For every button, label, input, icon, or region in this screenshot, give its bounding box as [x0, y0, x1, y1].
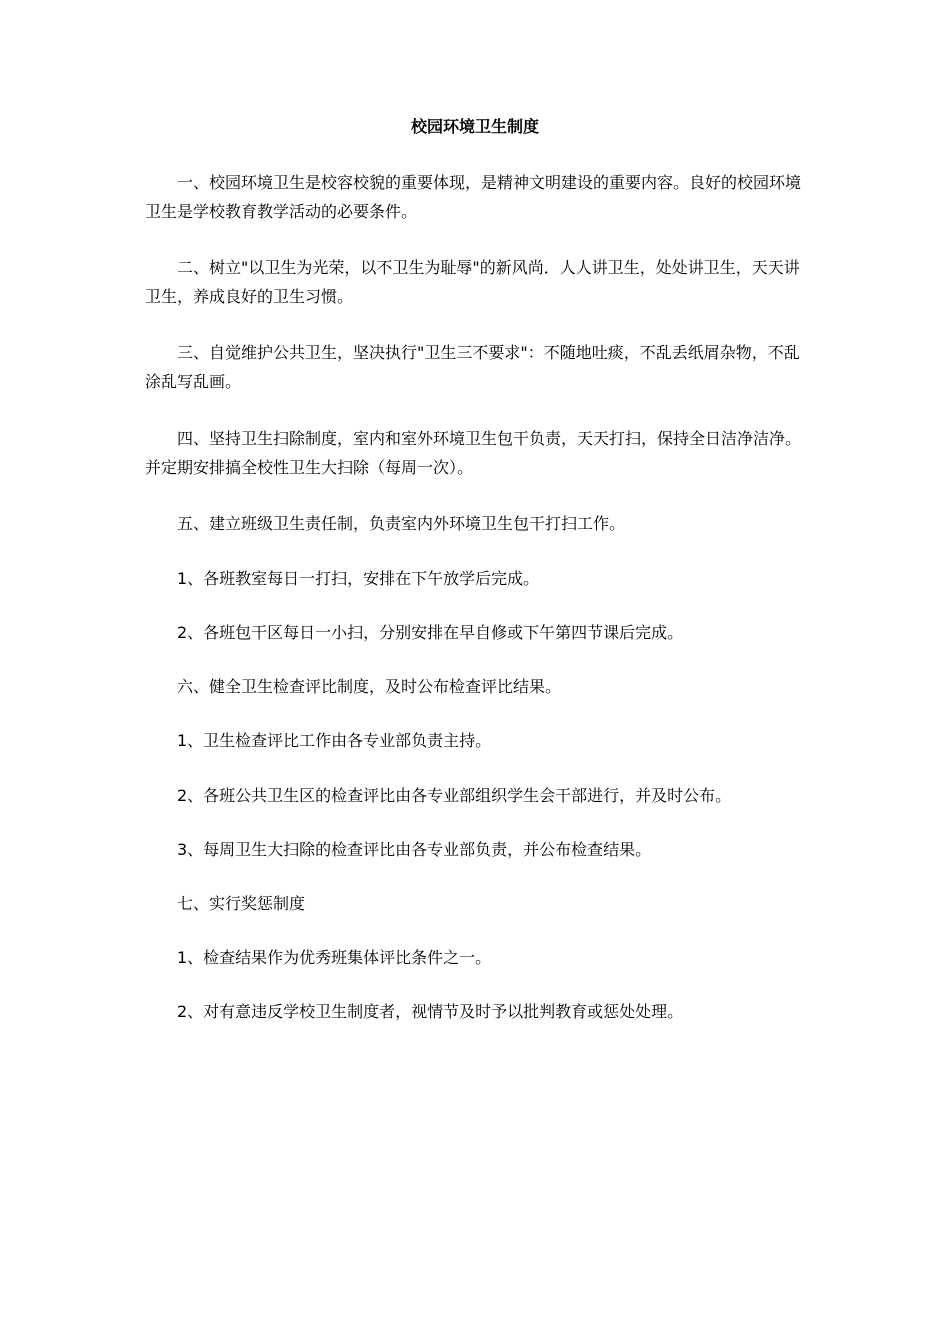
- paragraph-7-item-2: 2、对有意违反学校卫生制度者，视情节及时予以批判教育或惩处处理。: [177, 1002, 684, 1021]
- paragraph-7-item-1: 1、检查结果作为优秀班集体评比条件之一。: [177, 948, 492, 967]
- paragraph-5-item-2: 2、各班包干区每日一小扫，分别安排在早自修或下午第四节课后完成。: [177, 623, 684, 642]
- paragraph-6-item-1: 1、卫生检查评比工作由各专业部负责主持。: [177, 731, 492, 750]
- paragraph-5: 五、建立班级卫生责任制，负责室内外环境卫生包干打扫工作。: [177, 514, 626, 533]
- paragraph-7: 七、实行奖惩制度: [177, 894, 306, 913]
- paragraph-6-item-3: 3、每周卫生大扫除的检查评比由各专业部负责，并公布检查结果。: [177, 840, 652, 859]
- document-title: 校园环境卫生制度: [410, 117, 539, 136]
- paragraph-6: 六、健全卫生检查评比制度，及时公布检查评比结果。: [177, 677, 562, 696]
- paragraph-5-item-1: 1、各班教室每日一打扫，安排在下午放学后完成。: [177, 569, 540, 588]
- paragraph-4: 四、坚持卫生扫除制度，室内和室外环境卫生包干负责，天天打扫，保持全日洁净洁净。并定期安排搞全校性卫生大扫除（每周一次）。: [145, 429, 802, 477]
- paragraph-1: 一、校园环境卫生是校容校貌的重要体现，是精神文明建设的重要内容。良好的校园环境卫生是学校教育教学活动的必要条件。: [145, 173, 802, 221]
- paragraph-2: 二、树立"以卫生为光荣，以不卫生为耻辱"的新风尚．人人讲卫生，处处讲卫生，天天讲卫生，养成良好的卫生习惯。: [145, 258, 800, 306]
- paragraph-6-item-2: 2、各班公共卫生区的检查评比由各专业部组织学生会干部进行，并及时公布。: [177, 786, 732, 805]
- paragraph-3: 三、自觉维护公共卫生，坚决执行"卫生三不要求"：不随地吐痰，不乱丢纸屑杂物，不乱涂乱写乱画。: [145, 343, 800, 391]
